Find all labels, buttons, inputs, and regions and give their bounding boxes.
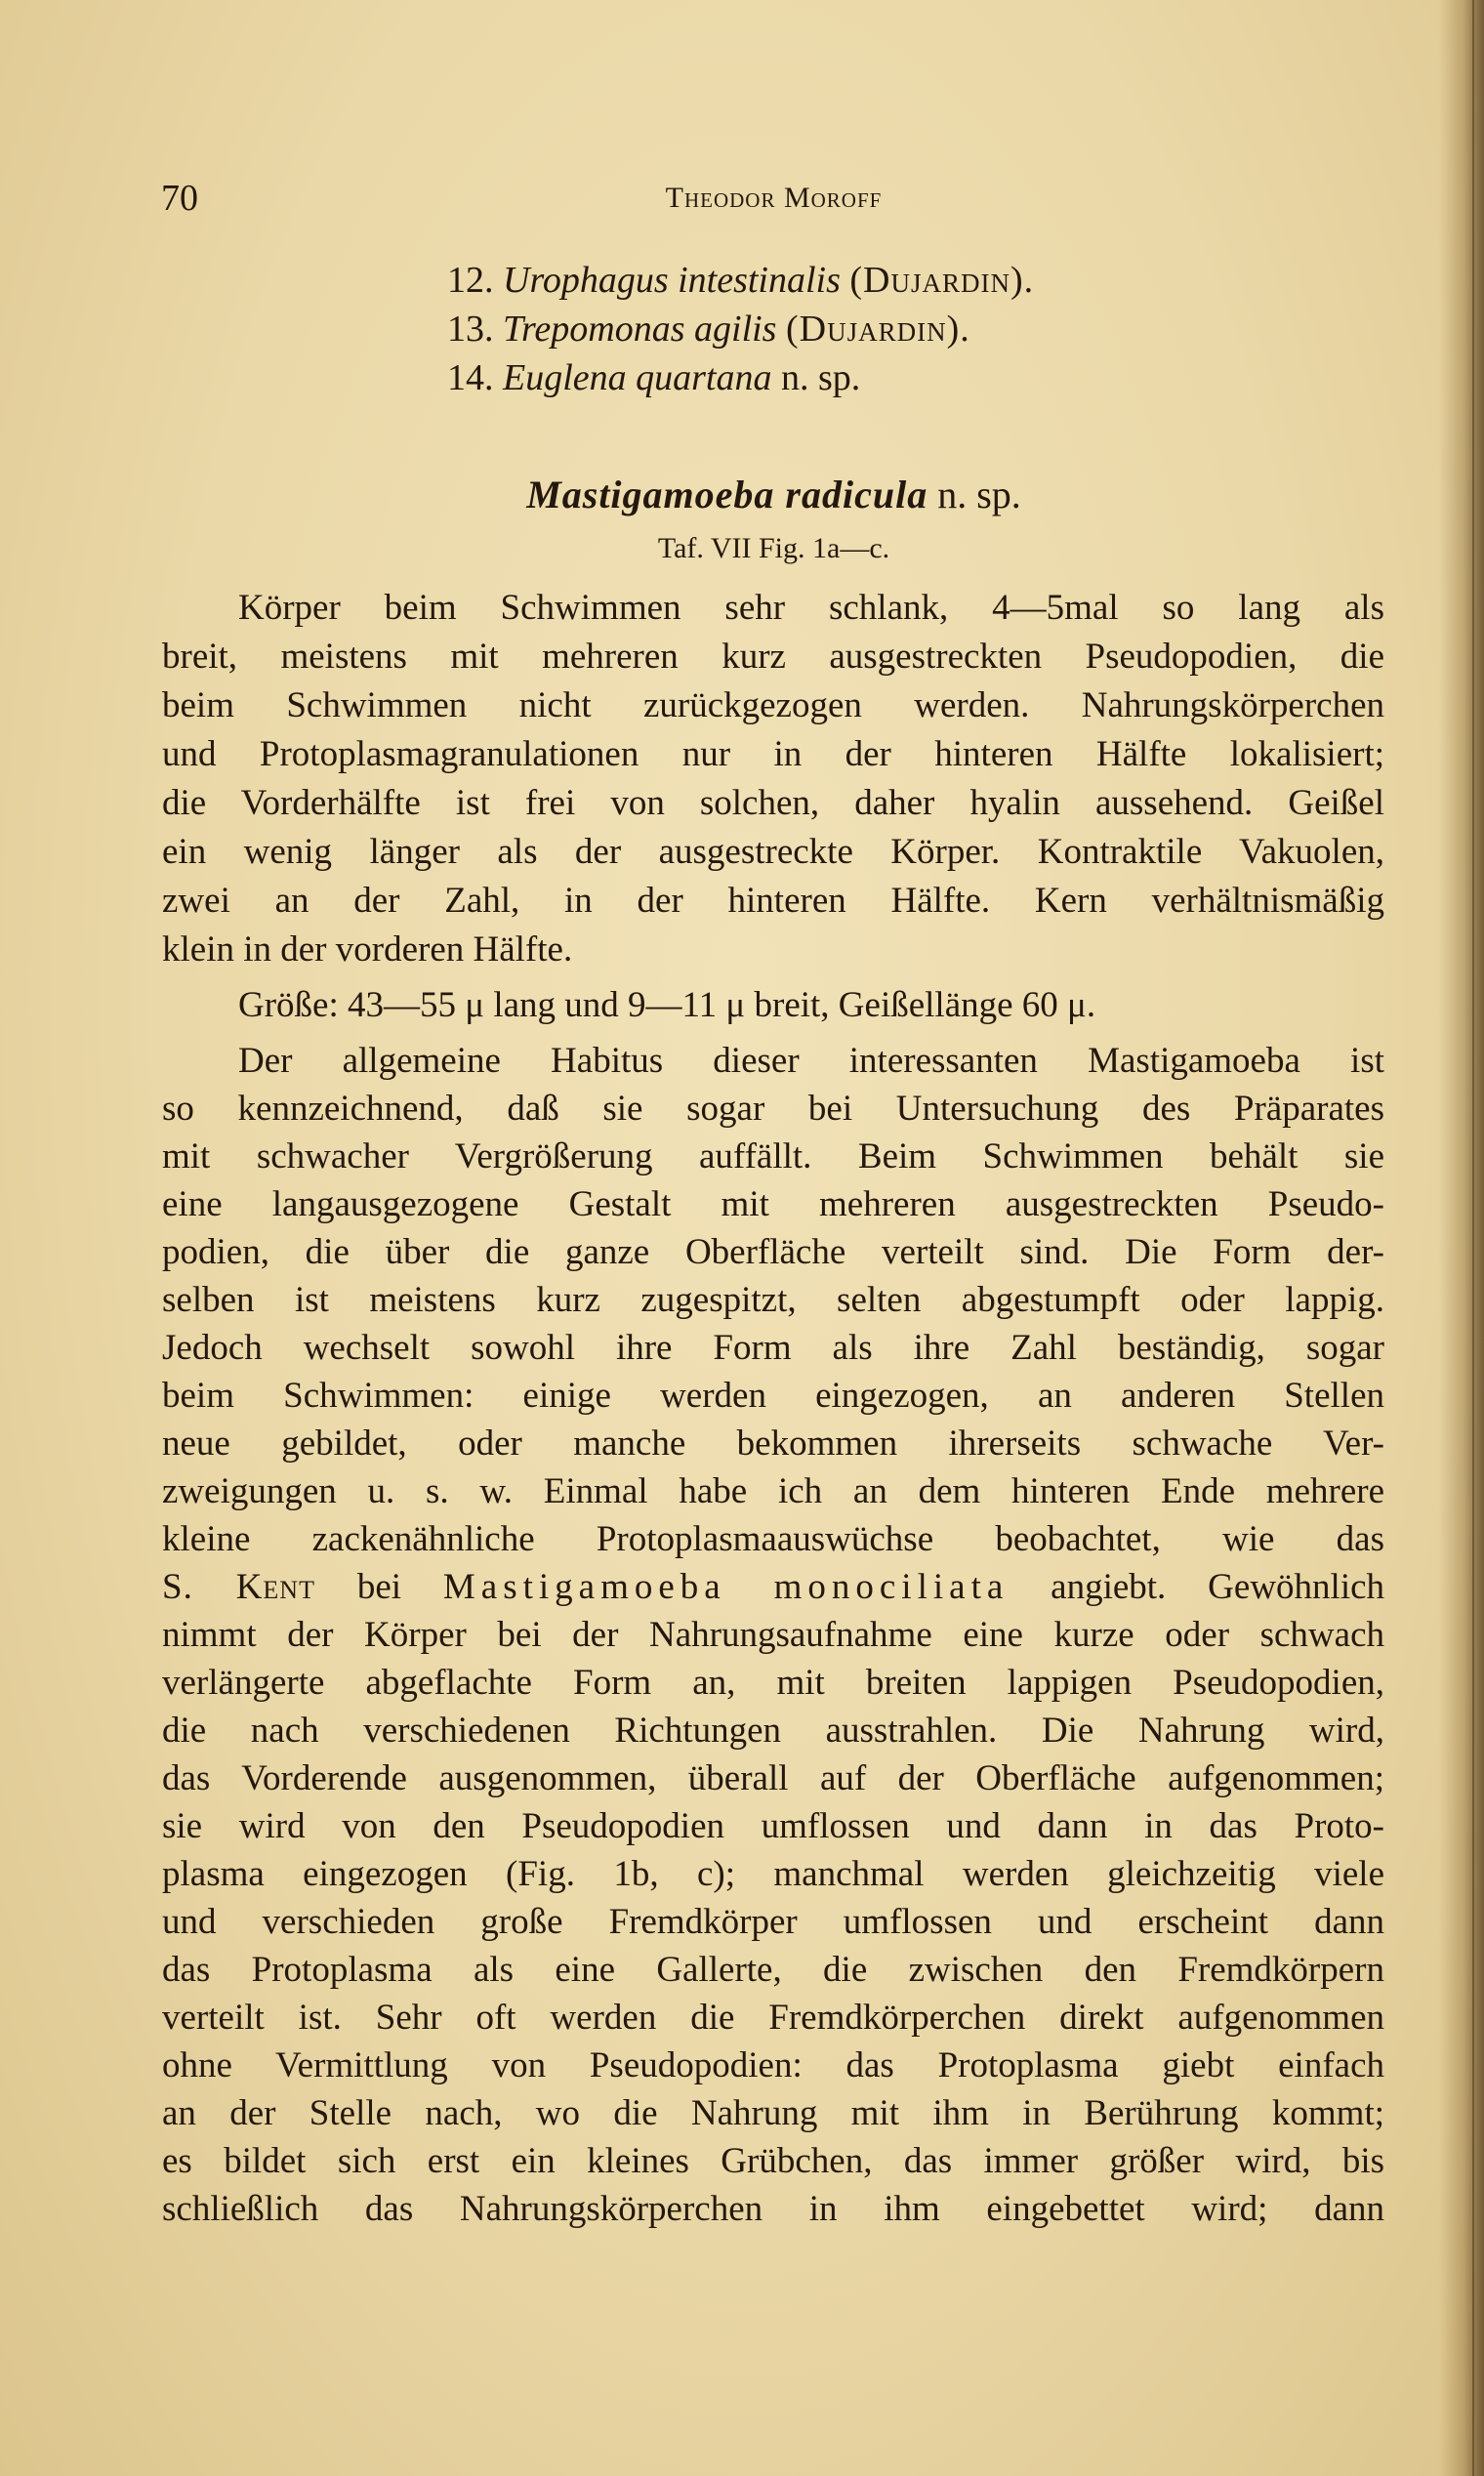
text-line: neue gebildet, oder manche bekommen ihrerseits schwache Ver-	[162, 1424, 1384, 1464]
plate-reference: Taf. VII Fig. 1a—c.	[657, 532, 890, 564]
text-line: Jedoch wechselt sowohl ihre Form als ihre Zahl beständig, sogar	[162, 1328, 1384, 1368]
section-heading	[161, 467, 1386, 523]
species-item	[447, 353, 1326, 402]
text-line: nimmt der Körper bei der Nahrungsaufnahme eine kurze oder schwach	[162, 1615, 1384, 1655]
species-name: Trepomonas agilis	[503, 309, 777, 350]
section-title: Mastigamoeba radicula	[526, 473, 928, 516]
species-item	[447, 256, 1326, 305]
running-head: Theodor Moroff	[665, 182, 883, 214]
text-line: ohne Vermittlung von Pseudopodien: das Protoplasma giebt einfach	[162, 2045, 1384, 2085]
page-header	[161, 172, 1386, 225]
author-name: S. Kent	[162, 1567, 315, 1607]
text-line: es bildet sich erst ein kleines Grübchen, das immer größer wird, bis	[162, 2141, 1384, 2181]
text-line: und verschieden große Fremdkörper umflossen und erscheint dann	[162, 1902, 1384, 1942]
species-author: (Dujardin).	[849, 260, 1035, 301]
text-line	[162, 1563, 1384, 1612]
text-line: Der allgemeine Habitus dieser interessanten Mastigamoeba ist	[238, 1041, 1384, 1081]
species-name-spaced: Mastigamoeba monociliata	[442, 1567, 1010, 1607]
text-line: die nach verschiedenen Richtungen ausstrahlen. Die Nahrung wird,	[162, 1711, 1384, 1751]
species-author: n. sp.	[780, 357, 861, 398]
text-line: verlängerte abgeflachte Form an, mit breiten lappigen Pseudopodien,	[162, 1663, 1384, 1703]
text-line: selben ist meistens kurz zugespitzt, selten abgestumpft oder lappig.	[162, 1280, 1384, 1320]
species-name: Euglena quartana	[503, 357, 772, 398]
text-line: beim Schwimmen: einige werden eingezogen, an anderen Stellen	[162, 1376, 1384, 1416]
text-line: verteilt ist. Sehr oft werden die Fremdkörperchen direkt aufgenommen	[162, 1998, 1384, 2038]
text-line: die Vorderhälfte ist frei von solchen, daher hyalin aussehend. Geißel	[162, 783, 1384, 823]
text-line: klein in der vorderen Hälfte.	[162, 929, 573, 970]
species-item	[447, 305, 1326, 353]
text-line: sie wird von den Pseudopodien umflossen und dann in das Proto-	[162, 1806, 1384, 1846]
page-edge-line	[1472, 0, 1474, 2476]
species-name: Urophagus intestinalis	[503, 260, 841, 301]
text-line: eine langausgezogene Gestalt mit mehreren ausgestreckten Pseudo-	[162, 1184, 1384, 1224]
text-line: an der Stelle nach, wo die Nahrung mit ihm in Berührung kommt;	[162, 2093, 1384, 2133]
species-author: (Dujardin).	[785, 309, 970, 350]
species-list	[447, 256, 1326, 402]
text-line: das Vorderende ausgenommen, überall auf der Oberfläche aufgenommen;	[162, 1758, 1384, 1798]
text-line: das Protoplasma als eine Gallerte, die zwischen den Fremdkörpern	[162, 1950, 1384, 1990]
text-segment: angiebt. Gewöhnlich	[1009, 1567, 1384, 1607]
text-segment: bei	[314, 1567, 443, 1607]
text-line: podien, die über die ganze Oberfläche verteilt sind. Die Form der-	[162, 1232, 1384, 1272]
species-number: 13.	[447, 309, 494, 350]
page-edge-shadow	[1439, 0, 1484, 2476]
page-number: 70	[161, 178, 198, 219]
text-line: mit schwacher Vergrößerung auffällt. Beim Schwimmen behält sie	[162, 1136, 1384, 1176]
text-line: kleine zackenähnliche Protoplasmaauswüchse beobachtet, wie das	[162, 1519, 1384, 1559]
species-number: 12.	[447, 260, 494, 301]
species-number: 14.	[447, 357, 494, 398]
text-line: Größe: 43—55 μ lang und 9—11 μ breit, Geißellänge 60 μ.	[238, 985, 1096, 1025]
text-line: plasma eingezogen (Fig. 1b, c); manchmal werden gleichzeitig viele	[162, 1854, 1384, 1894]
text-line: Körper beim Schwimmen sehr schlank, 4—5mal so lang als	[238, 588, 1384, 628]
section-suffix: n. sp.	[937, 473, 1021, 516]
text-line: zweigungen u. s. w. Einmal habe ich an dem hinteren Ende mehrere	[162, 1471, 1384, 1511]
text-line: schließlich das Nahrungskörperchen in ihm eingebettet wird; dann	[162, 2189, 1384, 2229]
text-line: breit, meistens mit mehreren kurz ausgestreckten Pseudopodien, die	[162, 637, 1384, 677]
text-line: ein wenig länger als der ausgestreckte Körper. Kontraktile Vakuolen,	[162, 832, 1384, 872]
text-line: so kennzeichnend, daß sie sogar bei Untersuchung des Präparates	[162, 1089, 1384, 1129]
text-line: beim Schwimmen nicht zurückgezogen werden. Nahrungskörperchen	[162, 685, 1384, 725]
text-line: zwei an der Zahl, in der hinteren Hälfte. Kern verhältnismäßig	[162, 881, 1384, 921]
text-line: und Protoplasmagranulationen nur in der hinteren Hälfte lokalisiert;	[162, 734, 1384, 774]
